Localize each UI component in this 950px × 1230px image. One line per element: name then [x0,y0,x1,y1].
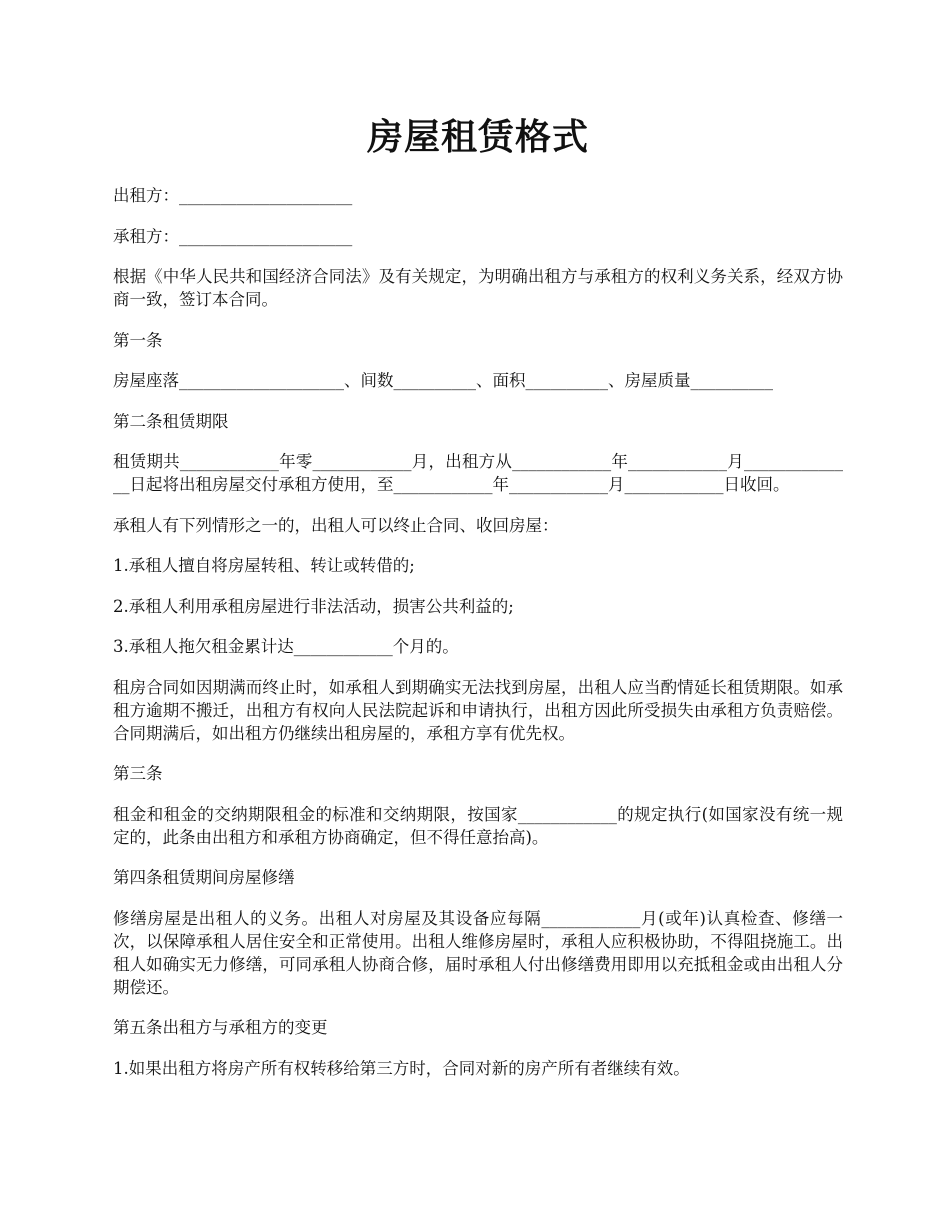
termination-item-2: 2.承租人利用承租房屋进行非法活动，损害公共利益的; [113,596,514,616]
article-3-body: 租金和租金的交纳期限租金的标准和交纳期限，按国家____________的规定执行(如国家没有统一规定的，此条由出租方和承租方协商确定，但不得任意抬高)。 [113,804,843,847]
document-title: 房屋租赁格式 [366,116,589,158]
expiry-paragraph: 租房合同如因期满而终止时，如承租人到期确实无法找到房屋，出租人应当酌情延长租赁期限。如承租方逾期不搬迁，出租方有权向人民法院起诉和申请执行，出租方因此所受损失由承租方负责赔偿。合同期满后，如出租方仍继续出租房屋的，承租方享有优先权。 [113,677,843,743]
article-5-heading: 第五条出租方与承租方的变更 [113,1018,328,1037]
termination-intro: 承租人有下列情形之一的，出租人可以终止合同、收回房屋： [113,515,559,535]
article-3-heading: 第三条 [113,764,163,783]
article-1-heading: 第一条 [113,330,163,350]
article-4-heading: 第四条租赁期间房屋修缮 [113,868,295,887]
lessee-field: 承租方：_____________________ [113,226,353,246]
article-1-body: 房屋座落____________________、间数__________、面积__________、房屋质量__________ [113,371,773,390]
preamble-paragraph: 根据《中华人民共和国经济合同法》及有关规定，为明确出租方与承租方的权利义务关系，经双方协商一致，签订本合同。 [113,267,843,309]
article-5-item-1: 1.如果出租方将房产所有权转移给第三方时，合同对新的房产所有者继续有效。 [113,1058,690,1078]
article-2-term-body: 租赁期共____________年零____________月，出租方从____________年____________月______________日起将出租房屋交付承租方使用，至____________年____________月____________日收回。 [113,452,843,494]
termination-item-1: 1.承租人擅自将房屋转租、转让或转借的; [113,556,415,575]
termination-item-3: 3.承租人拖欠租金累计达____________个月的。 [113,637,459,656]
document-page [113,112,843,1097]
article-2-heading: 第二条租赁期限 [113,411,229,431]
article-4-body: 修缮房屋是出租人的义务。出租人对房屋及其设备应每隔____________月(或年)认真检查、修缮一次，以保障承租人居住安全和正常使用。出租人维修房屋时，承租人应积极协助，不得阻挠施工。出租人如确实无力修缮，可同承租人协商合修，届时承租人付出修缮费用即用以充抵租金或由出租人分期偿还。 [113,908,843,997]
lessor-field: 出租方：_____________________ [113,186,353,205]
